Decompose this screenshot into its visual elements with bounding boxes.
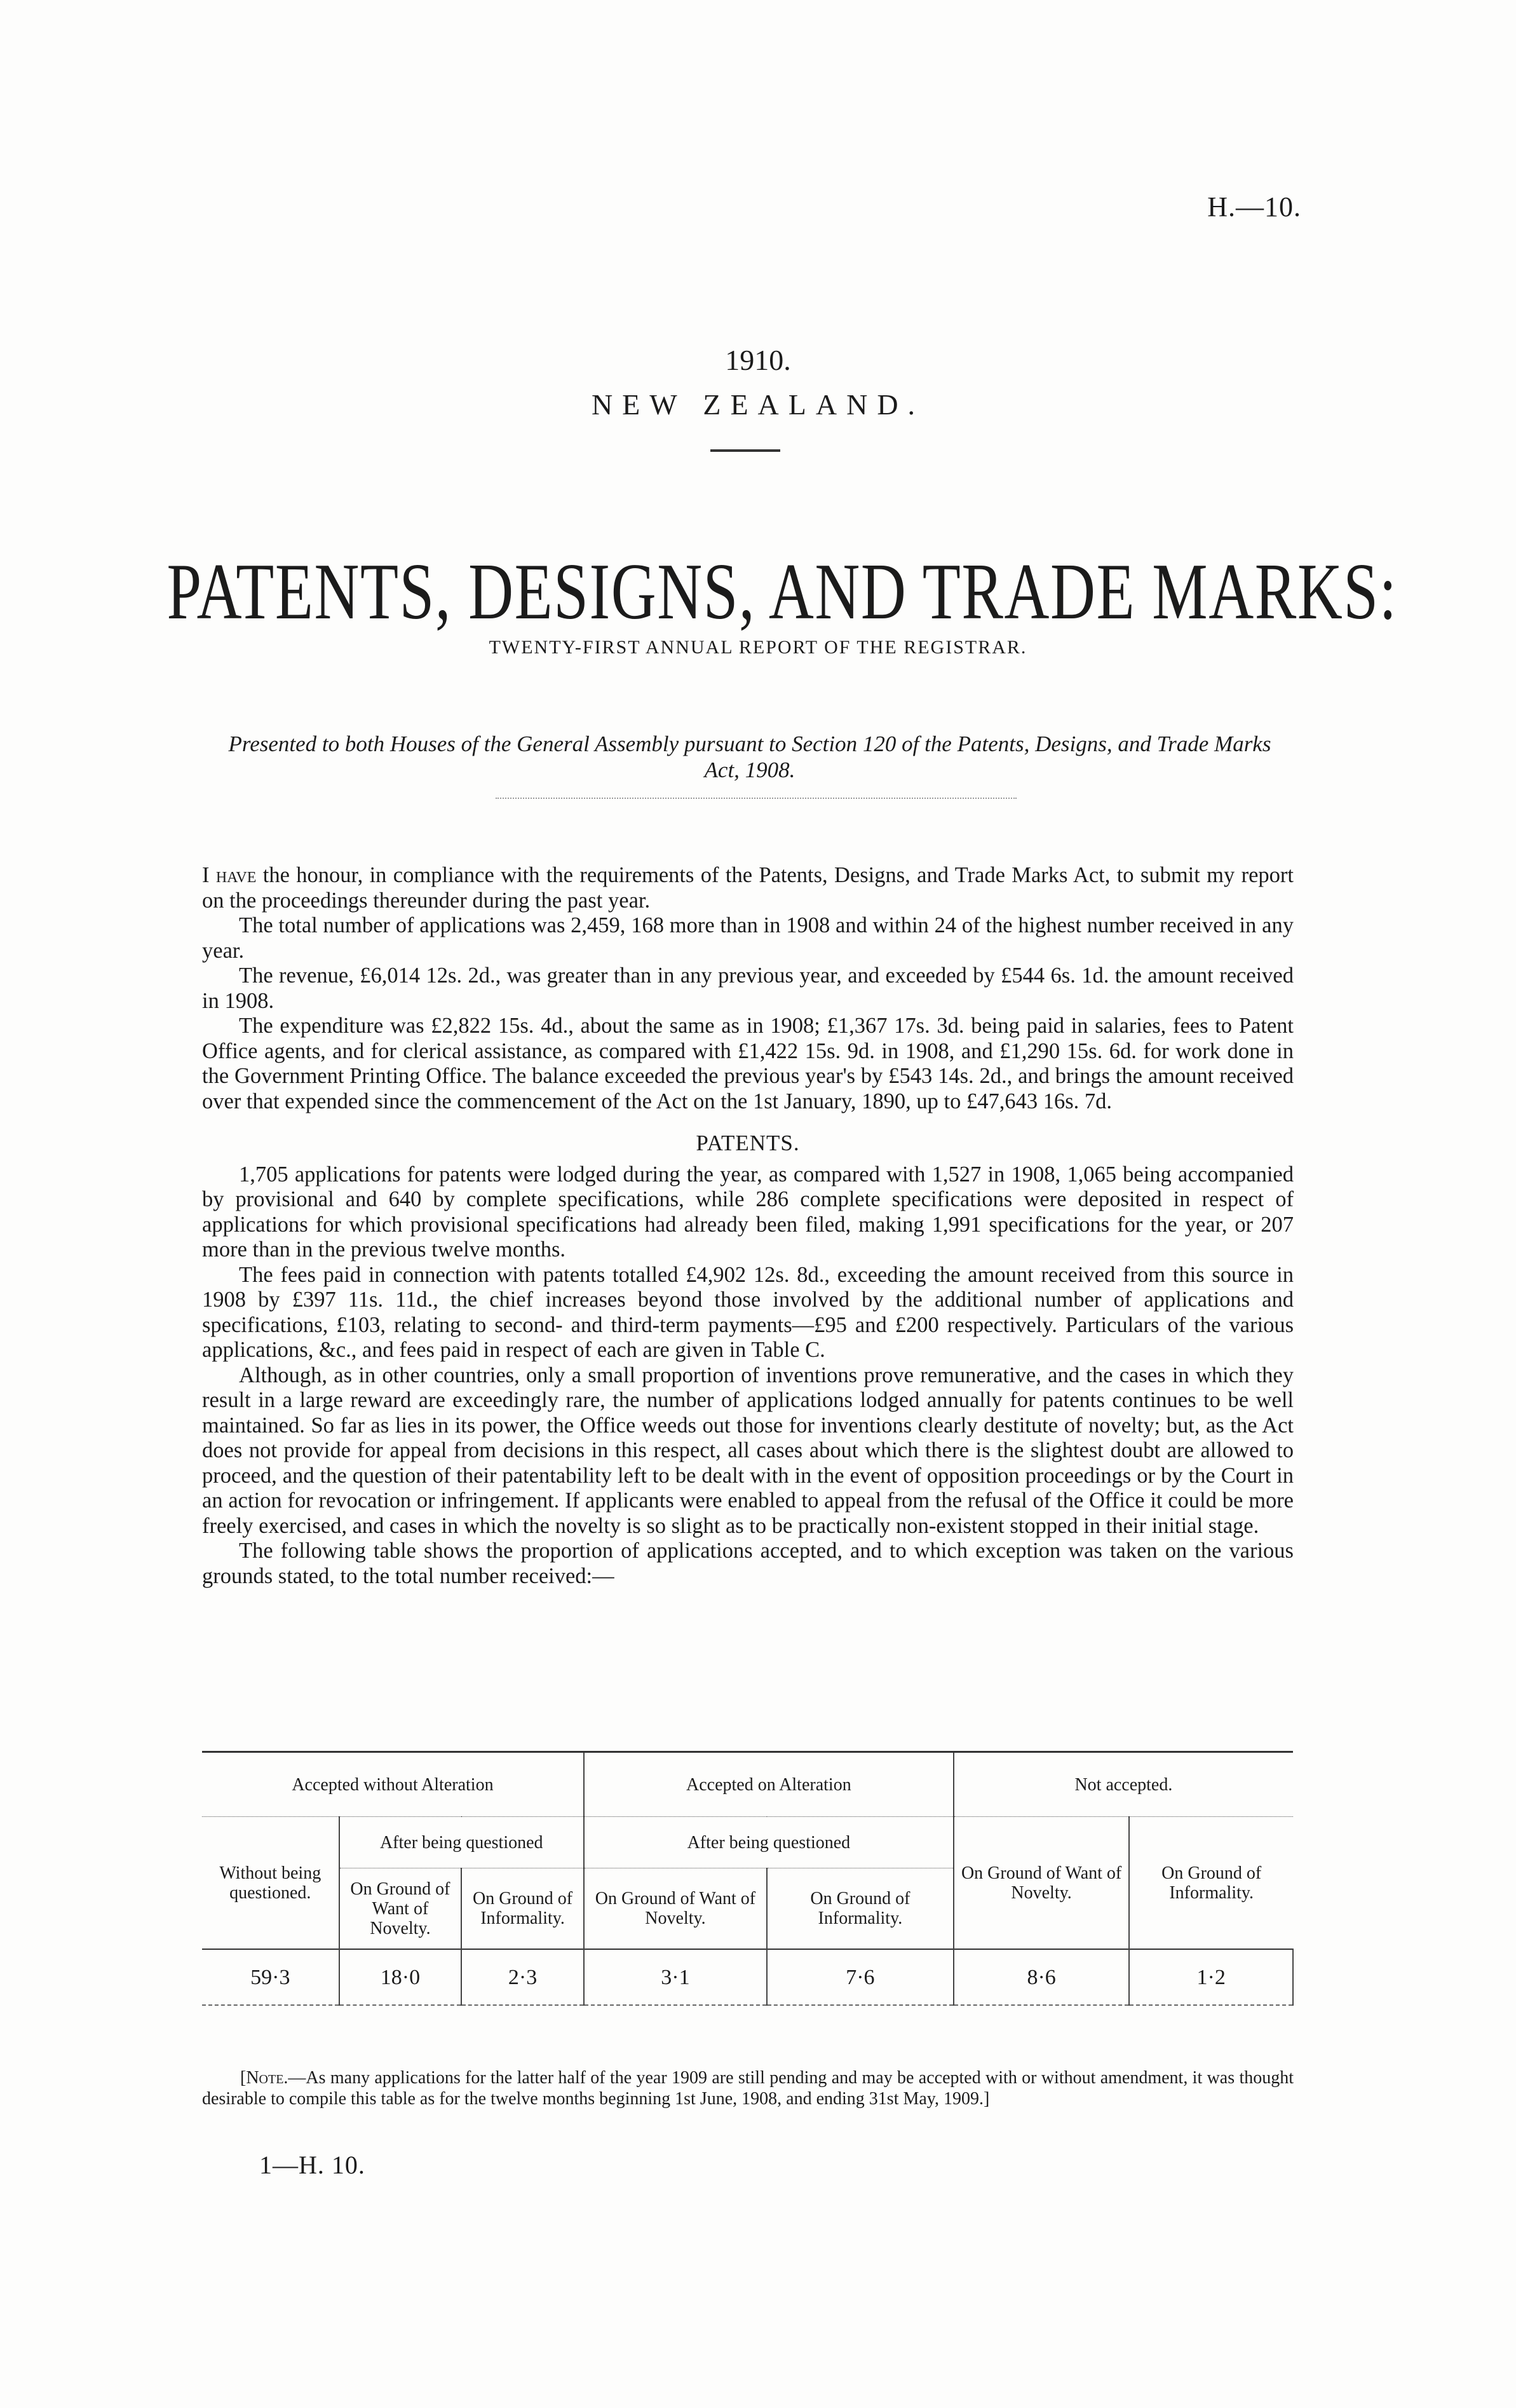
- subgroup-after-questioned-1: After being questioned: [339, 1817, 584, 1868]
- patents-paragraph-2: The fees paid in connection with patents totalled £4,902 12s. 8d., exceeding the amount received from this source in 1908 by £397 11s. 11d., the chief increases beyond those involved by the additional number of applications and specifications, £103, relating to second- and third-term payments—£95 and £200 respectively. Particulars of the various applications, &c., and fees paid in respect of each are given in Table C.: [202, 1262, 1294, 1362]
- col-header-not-informality: On Ground of Informality.: [1161, 1863, 1262, 1903]
- presentation-statement: Presented to both Houses of the General Assembly pursuant to Section 120 of the Patents, Designs, and Trade Marks Act, 1908.: [228, 731, 1271, 782]
- col-header-without-novelty: On Ground of Want of Novelty.: [339, 1868, 462, 1950]
- page-title: PATENTS, DESIGNS, AND TRADE MARKS:: [166, 548, 1398, 636]
- dotted-divider: [496, 798, 1017, 799]
- note-lead: [Note.: [240, 2068, 288, 2088]
- title-divider: [710, 449, 780, 452]
- table-cell: 8·6: [954, 1949, 1130, 2005]
- subgroup-after-questioned-2: After being questioned: [584, 1817, 954, 1868]
- group-header-not-accepted: Not accepted.: [954, 1752, 1293, 1817]
- report-body: [202, 863, 1294, 1589]
- table-note: [Note.—As many applications for the latter half of the year 1909 are still pending and may be accepted with or without amendment, it was thought desirable to compile this table as for the twelve months beginning 1st June, 1908, and ending 31st May, 1909.]: [202, 2068, 1294, 2109]
- col-header-on-novelty: On Ground of Want of Novelty.: [584, 1868, 767, 1950]
- intro-lead: I have: [202, 863, 257, 887]
- intro-paragraph-3: The revenue, £6,014 12s. 2d., was greater than in any previous year, and exceeded by £544 6s. 1d. the amount received in 1908.: [202, 963, 1294, 1013]
- report-year: 1910.: [725, 344, 791, 376]
- country-heading: NEW ZEALAND.: [591, 388, 925, 421]
- intro-paragraph-2: The total number of applications was 2,459, 168 more than in 1908 and within 24 of the highest number received in any year.: [202, 913, 1294, 963]
- page-signature: 1—H. 10.: [259, 2151, 365, 2179]
- patents-paragraph-4: The following table shows the proportion of applications accepted, and to which exception was taken on the various grounds stated, to the total number received:—: [202, 1539, 1294, 1588]
- section-heading-patents: PATENTS.: [696, 1131, 800, 1155]
- table-cell: 3·1: [584, 1949, 767, 2005]
- intro-paragraph-4: The expenditure was £2,822 15s. 4d., about the same as in 1908; £1,367 17s. 3d. being paid in salaries, fees to Patent Office agents, and for clerical assistance, as compared with £1,422 15s. 9d. in 1908, and £1,290 15s. 6d. for work done in the Government Printing Office. The balance exceeded the previous year's by £543 14s. 2d., and brings the amount received over that expended since the commencement of the Act on the 1st January, 1890, up to £47,643 16s. 7d.: [202, 1014, 1294, 1113]
- group-header-on-alteration: Accepted on Alteration: [584, 1752, 954, 1817]
- table-cell: 7·6: [767, 1949, 954, 2005]
- patents-paragraph-3: Although, as in other countries, only a small proportion of inventions prove remunerative, and the cases in which they result in a large reward are exceedingly rare, the number of applications lodged annually for patents continues to be well maintained. So far as lies in its power, the Office weeds out those for inventions clearly destitute of novelty; but, as the Act does not provide for appeal from decisions in this respect, all cases about which there is the slightest doubt are allowed to proceed, and the question of their patentability left to be dealt with in the event of opposition proceedings or by the Court in an action for revocation or infringement. If applicants were enabled to appeal from the refusal of the Office it could be more freely exercised, and cases in which the novelty is so slight as to be practically non-existent stopped in their initial stage.: [202, 1363, 1294, 1538]
- table-cell: 2·3: [461, 1949, 584, 2005]
- sessional-paper-reference: H.—10.: [1207, 191, 1301, 222]
- table-cell: 59·3: [202, 1949, 339, 2005]
- col-header-on-informality: On Ground of Informality.: [767, 1868, 954, 1950]
- table-row: [202, 1949, 1293, 2005]
- table-cell: 1·2: [1129, 1949, 1293, 2005]
- col-header-without-informality: On Ground of Informality.: [461, 1868, 584, 1950]
- page-subtitle: TWENTY-FIRST ANNUAL REPORT OF THE REGISTRAR.: [489, 637, 1027, 658]
- applications-table: [202, 1751, 1294, 2006]
- col-header-without-questioned: Without being questioned.: [202, 1817, 339, 1950]
- intro-paragraph-1: I have the honour, in compliance with the requirements of the Patents, Designs, and Trade Marks Act, to submit my report on the proceedings thereunder during the past year.: [202, 863, 1294, 913]
- patents-paragraph-1: 1,705 applications for patents were lodged during the year, as compared with 1,527 in 1908, 1,065 being accompanied by provisional and 640 by complete specifications, while 286 complete specifications were deposited in respect of applications for which provisional specifications had already been filed, making 1,991 specifications for the year, or 207 more than in the previous twelve months.: [202, 1162, 1294, 1262]
- group-header-without-alteration: Accepted without Alteration: [202, 1752, 584, 1817]
- col-header-not-novelty: On Ground of Want of Novelty.: [954, 1817, 1130, 1950]
- table-cell: 18·0: [339, 1949, 462, 2005]
